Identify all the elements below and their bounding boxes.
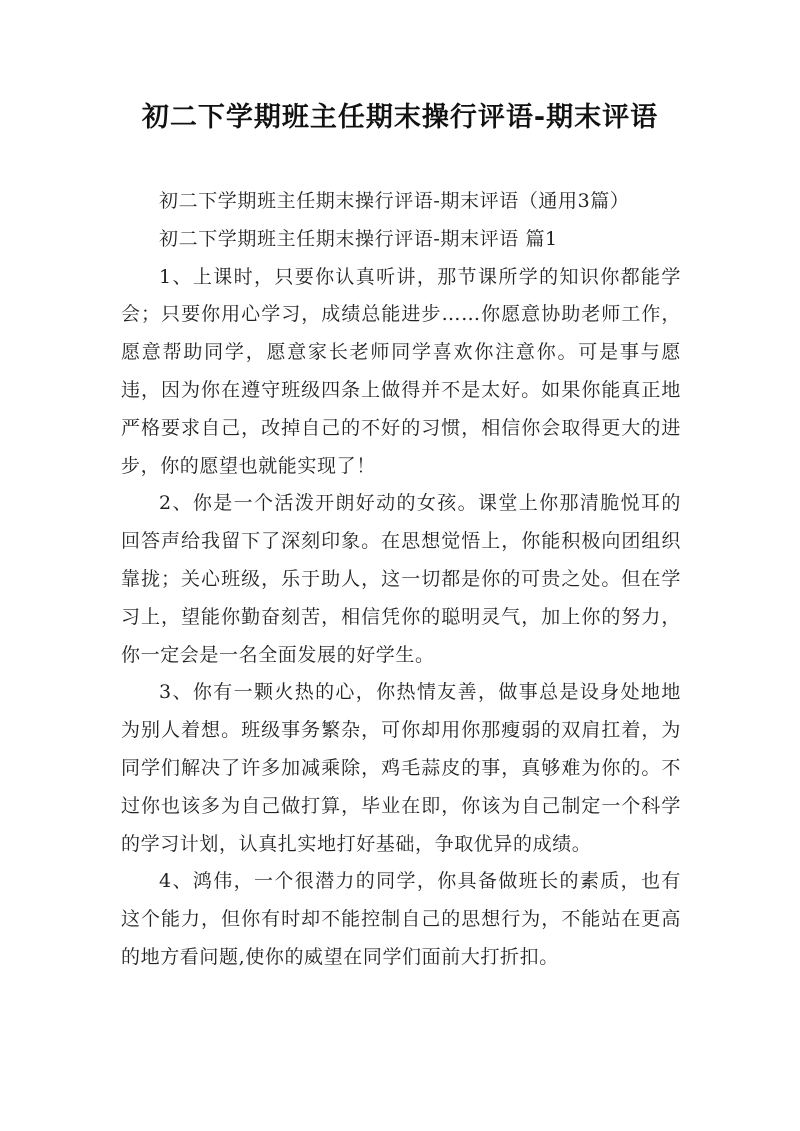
paragraph: 3、你有一颗火热的心，你热情友善，做事总是设身处地地为别人着想。班级事务繁杂，可你却用你那瘦弱的双肩扛着，为同学们解决了许多加减乘除，鸡毛蒜皮的事，真够难为你的。不过你也该多为自己做打算，毕业在即，你该为自己制定一个科学的学习计划，认真扎实地打好基础，争取优异的成绩。 (121, 681, 681, 855)
paragraph: 4、鸿伟，一个很潜力的同学，你具备做班长的素质，也有这个能力，但你有时却不能控制自己的思想行为，不能站在更高的地方看问题,使你的威望在同学们面前大打折扣。 (121, 870, 681, 968)
document-body (121, 183, 681, 977)
paragraph: 2、你是一个活泼开朗好动的女孩。课堂上你那清脆悦耳的回答声给我留下了深刻印象。在思想觉悟上，你能积极向团组织靠拢；关心班级，乐于助人，这一切都是你的可贵之处。但在学习上，望能你勤奋刻苦，相信凭你的聪明灵气，加上你的努力，你一定会是一名全面发展的好学生。 (121, 492, 681, 666)
document-title: 初二下学期班主任期末操行评语-期末评语 (141, 102, 659, 133)
paragraph: 1、上课时，只要你认真听讲，那节课所学的知识你都能学会；只要你用心学习，成绩总能进步……你愿意协助老师工作，愿意帮助同学，愿意家长老师同学喜欢你注意你。可是事与愿违，因为你在遵守班级四条上做得并不是太好。如果你能真正地严格要求自己，改掉自己的不好的习惯，相信你会取得更大的进步，你的愿望也就能实现了！ (121, 265, 681, 477)
document-subtitle: 初二下学期班主任期末操行评语-期末评语（通用3篇） (159, 190, 630, 212)
section-heading: 初二下学期班主任期末操行评语-期末评语 篇1 (159, 227, 558, 250)
